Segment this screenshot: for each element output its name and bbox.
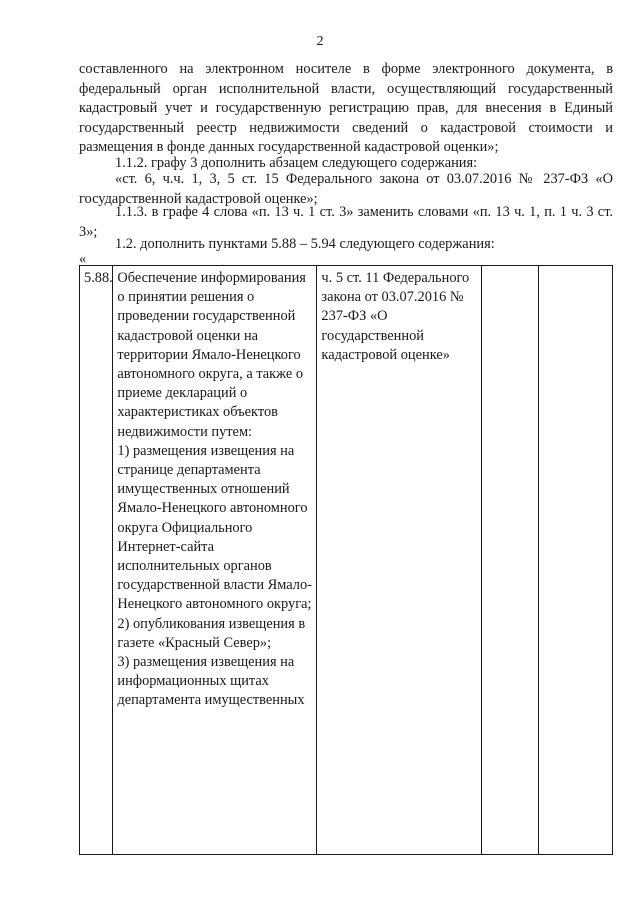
register-table (79, 265, 613, 855)
amendment-1-1-2-quote: «ст. 6, ч.ч. 1, 3, 5 ст. 15 Федерального закона от 03.07.2016 № 237-ФЗ «О государственной кадастровой оценке»; (79, 171, 613, 207)
amendment-1-2: 1.2. дополнить пунктами 5.88 – 5.94 следующего содержания: (115, 236, 495, 252)
opening-quote-mark: « (79, 251, 87, 267)
amendment-1-1-2: 1.1.2. графу 3 дополнить абзацем следующего содержания: (115, 155, 478, 171)
legal-basis-cell: ч. 5 ст. 11 Федерального закона от 03.07.2016 № 237-ФЗ «О государственной кадастровой оценке» (317, 266, 481, 855)
description-cell: Обеспечение информирования о принятии решения о проведении государственной кадастровой оценки на территории Ямало-Ненецкого автономного округа, а также о приеме деклараций о характеристиках объектов недвижимости путем: 1) размещения извещения на странице департамента имущественных отношений Ямало-Ненецкого автономного округа Официального Интернет-сайта исполнительных органов государственной власти Ямало-Ненецкого автономного округа; 2) опубликования извещения в газете «Красный Север»; 3) размещения извещения на информационных щитах департамента имущественных (113, 266, 317, 855)
column-5-cell (538, 266, 612, 855)
row-number-cell: 5.88. (80, 266, 113, 855)
page-number: 2 (316, 34, 324, 49)
amendment-1-1-3: 1.1.3. в графе 4 слова «п. 13 ч. 1 ст. 3» заменить словами «п. 13 ч. 1, п. 1 ч. 3 ст. 3»; (79, 204, 613, 240)
column-4-cell (481, 266, 538, 855)
intro-paragraph: составленного на электронном носителе в форме электронного документа, в федеральный орган исполнительной власти, осуществляющий государственный кадастровый учет и государственную регистрацию прав, для внесения в Единый государственный реестр недвижимости сведений о кадастровой стоимости и размещения в фонде данных государственной кадастровой оценки»; (79, 61, 613, 155)
table-row (80, 266, 613, 855)
